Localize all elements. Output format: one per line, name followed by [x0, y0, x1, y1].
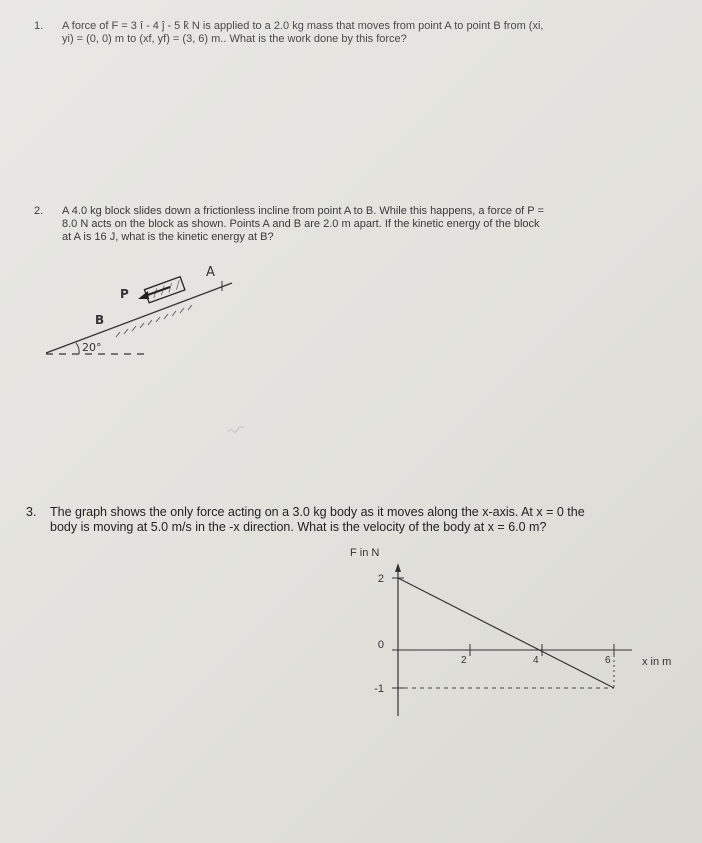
question-number: 3. [26, 505, 37, 519]
y-tick-label: -1 [374, 683, 384, 695]
x-tick-layer [461, 644, 614, 688]
x-tick-label: 6 [605, 655, 611, 666]
label-a: A [206, 265, 215, 280]
question-line: The graph shows the only force acting on a 3.0 kg body as it moves along the x-axis. At x = 0 the [50, 505, 585, 519]
series-layer [398, 578, 614, 688]
question-number: 2. [34, 205, 44, 217]
label-b: B [95, 313, 105, 327]
y-tick-label: 0 [377, 639, 384, 651]
x-tick-label: 2 [461, 655, 467, 666]
angle-label: 20° [82, 341, 102, 354]
y-axis-arrowhead [395, 563, 401, 572]
y-tick-layer [374, 573, 614, 695]
question-line: A 4.0 kg block slides down a frictionless incline from point A to B. While this happens, a force of P = [62, 205, 544, 217]
y-tick-label: 2 [377, 573, 384, 585]
label-p: P [120, 287, 129, 301]
question-line: 8.0 N acts on the block as shown. Points A and B are 2.0 m apart. If the kinetic energy of the block [62, 218, 540, 230]
x-axis-label: x in m [642, 656, 672, 668]
question-line: A force of F = 3 î - 4 ĵ - 5 k̂ N is applied to a 2.0 kg mass that moves from point A to point B from (xi, [62, 20, 544, 32]
force-series-line [398, 578, 614, 688]
question-line: at A is 16 J, what is the kinetic energy at B? [62, 231, 274, 243]
x-tick-label: 4 [533, 655, 539, 666]
question-number: 1. [34, 20, 44, 32]
y-axis-label: F in N [350, 547, 380, 559]
question-line: body is moving at 5.0 m/s in the -x direction. What is the velocity of the body at x = 6.0 m? [50, 520, 547, 534]
question-line: yi) = (0, 0) m to (xf, yf) = (3, 6) m.. What is the work done by this force? [62, 33, 407, 45]
